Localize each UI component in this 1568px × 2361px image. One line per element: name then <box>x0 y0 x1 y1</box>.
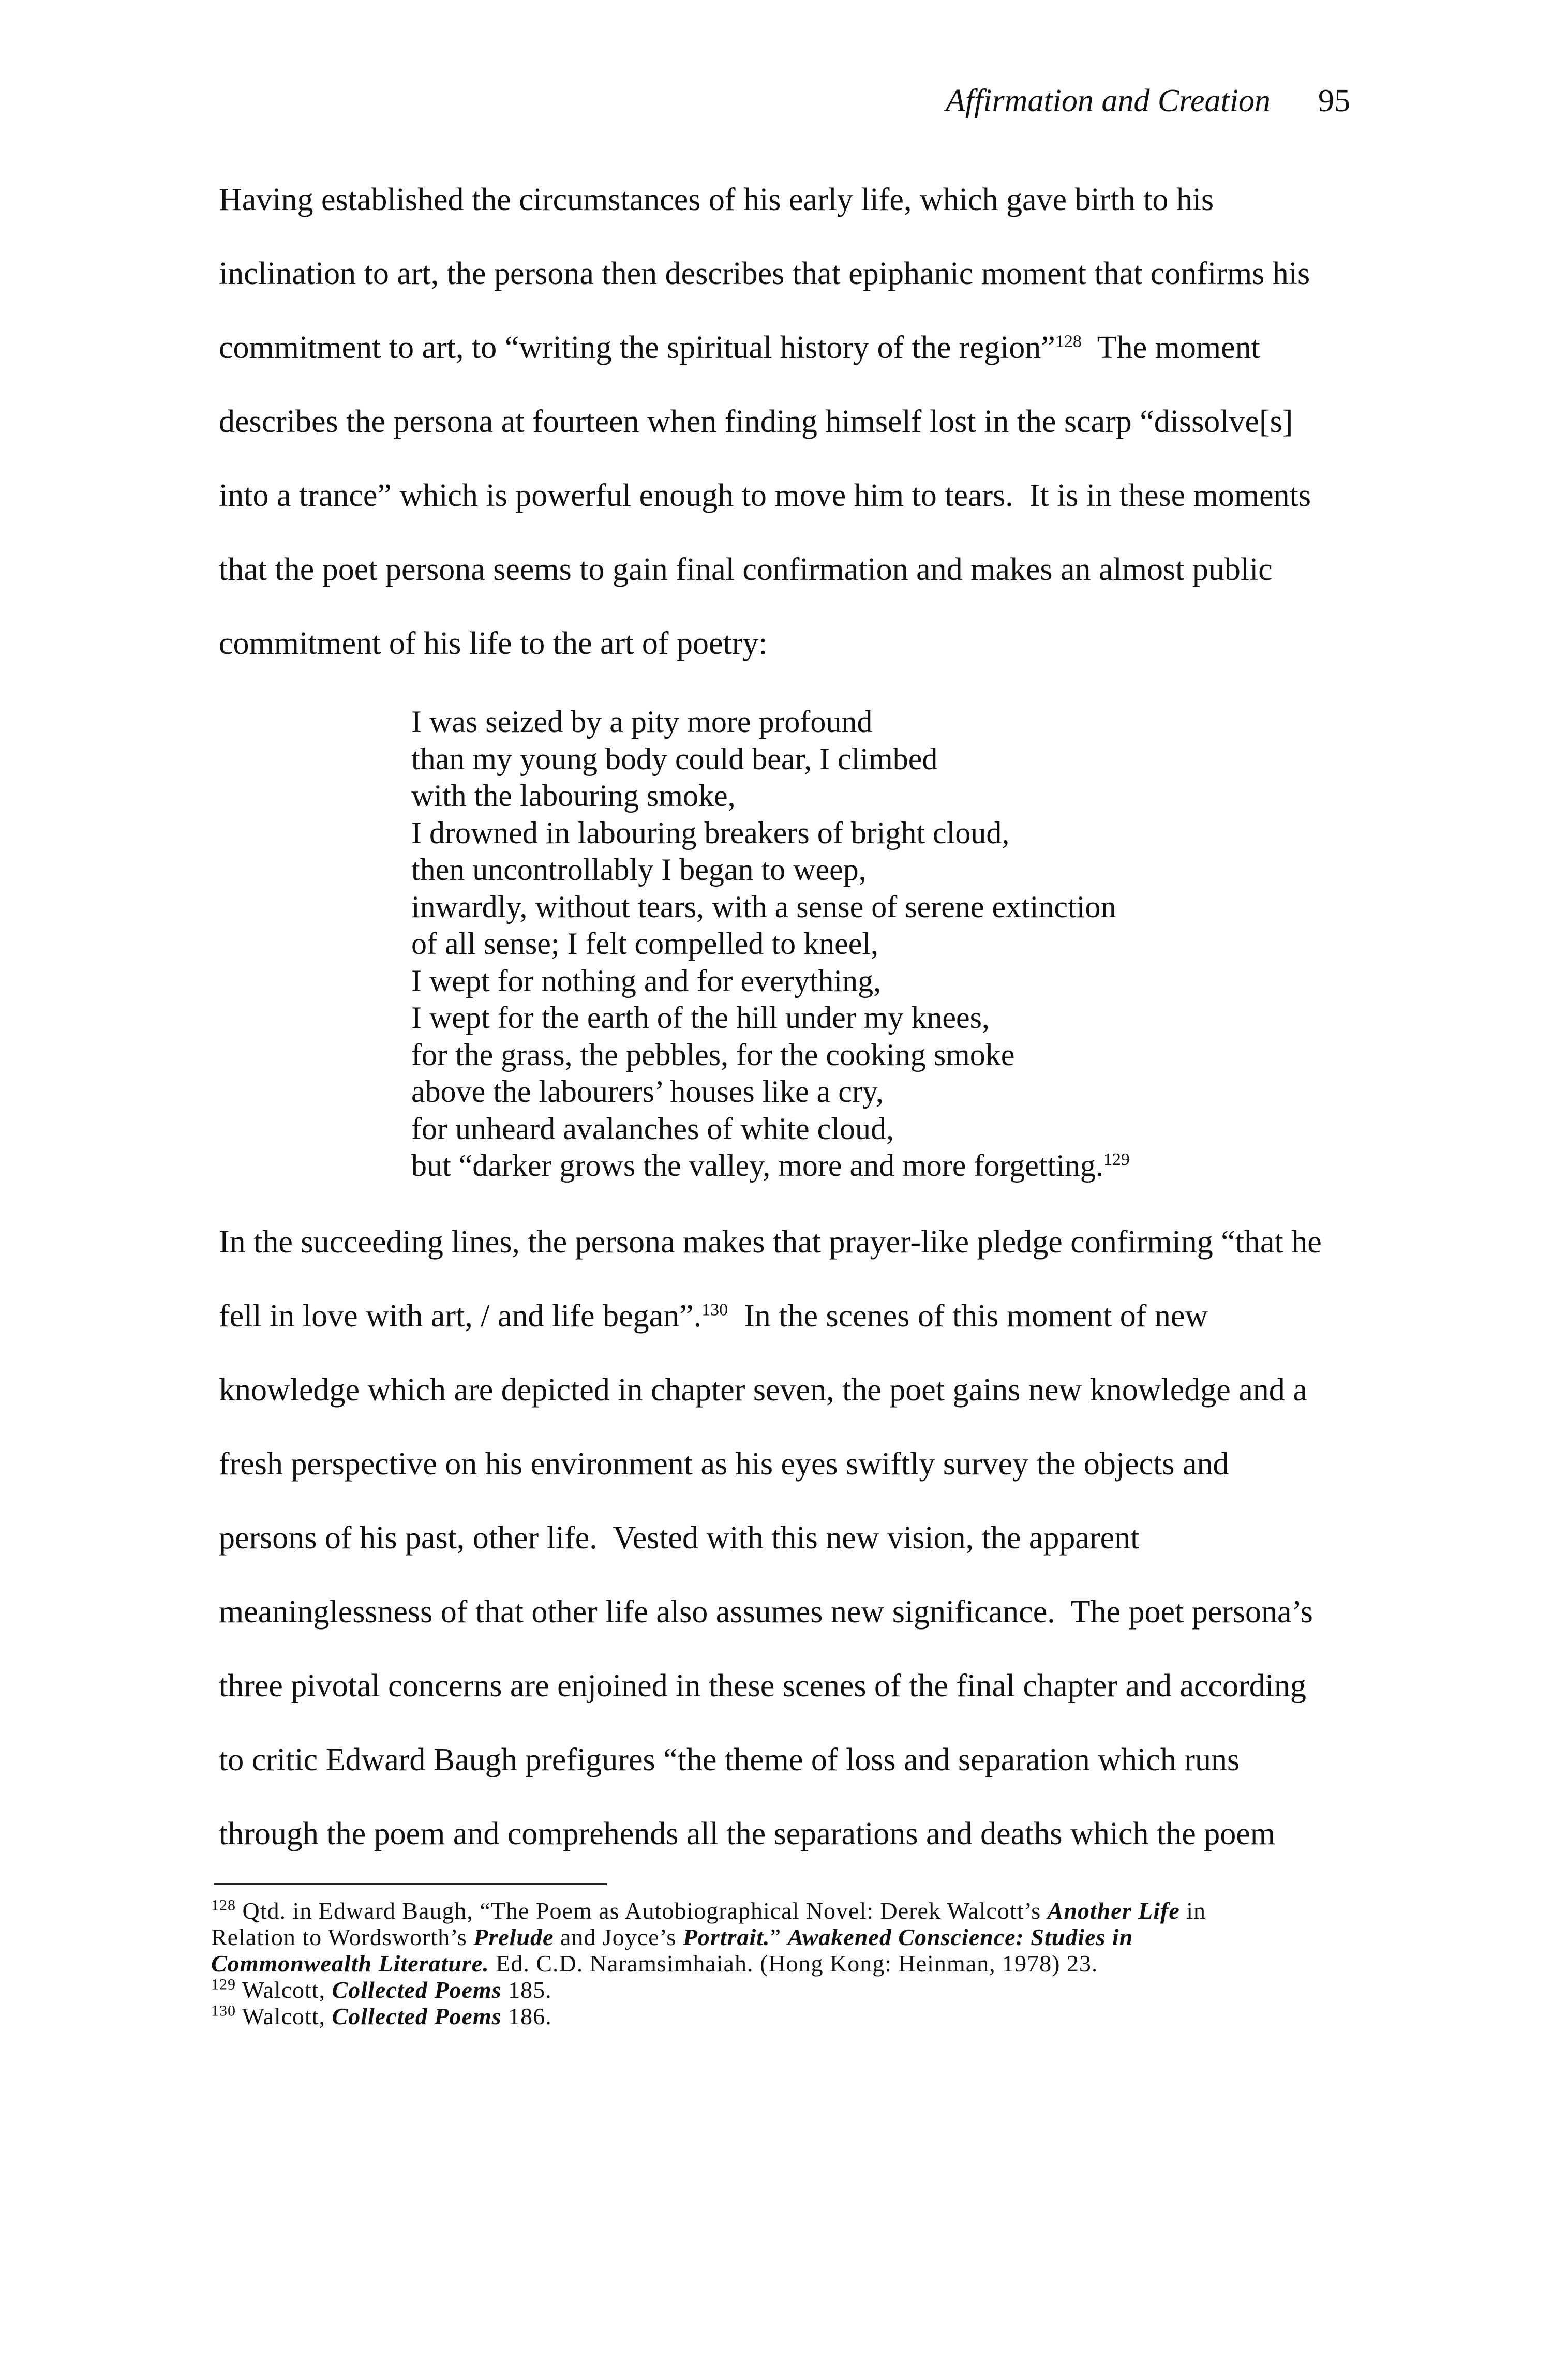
verse-line: I was seized by a pity more profound <box>411 705 873 739</box>
paragraph-text: The moment <box>1081 330 1260 365</box>
verse-line: with the labouring smoke, <box>411 779 736 813</box>
paragraph-line: that the poet persona seems to gain final confirmation and makes an almost public <box>219 552 1273 587</box>
paragraph-line: inclination to art, the persona then describes that epiphanic moment that confirms his <box>219 256 1310 291</box>
footnote-title: Portrait. <box>682 1924 770 1950</box>
footnote-line <box>211 1977 1328 2003</box>
footnote-line <box>211 1897 1328 1924</box>
verse-line: than my young body could bear, I climbed <box>411 741 938 776</box>
paragraph-line: fresh perspective on his environment as his eyes swiftly survey the objects and <box>219 1446 1229 1482</box>
footnote-line <box>211 1950 1328 1977</box>
footnote-ref-128: 128 <box>1055 332 1082 351</box>
paragraph-line: commitment of his life to the art of poetry: <box>219 626 768 661</box>
footnote-line <box>211 1924 1328 1950</box>
footnote-title: Collected Poems <box>332 2003 502 2029</box>
paragraph-line: three pivotal concerns are enjoined in these scenes of the final chapter and according <box>219 1668 1306 1703</box>
footnote-text: Qtd. in Edward Baugh, “The Poem as Autobiographical Novel: Derek Walcott’s <box>236 1897 1048 1924</box>
verse-line: inwardly, without tears, with a sense of serene extinction <box>411 889 1116 924</box>
block-quote-verse <box>411 704 1130 1185</box>
footnote-number: 130 <box>211 2002 236 2020</box>
footnote-ref-129: 129 <box>1103 1150 1130 1169</box>
footnote-number: 128 <box>211 1896 236 1914</box>
footnote-129 <box>211 1977 1328 2003</box>
paragraph-2 <box>219 1205 1336 1871</box>
verse-line: of all sense; I felt compelled to kneel, <box>411 927 879 961</box>
footnote-title: Another Life <box>1047 1897 1180 1924</box>
footnote-text: Relation to Wordsworth’s <box>211 1924 474 1950</box>
verse-text: but “darker grows the valley, more and more forgetting. <box>411 1148 1103 1183</box>
running-title: Affirmation and Creation <box>945 83 1271 118</box>
page-number: 95 <box>1318 83 1350 118</box>
footnote-title: Prelude <box>473 1924 554 1950</box>
paragraph-line: to critic Edward Baugh prefigures “the theme of loss and separation which runs <box>219 1742 1240 1777</box>
paragraph-line <box>219 1279 1336 1353</box>
footnote-title: Commonwealth Literature. <box>211 1950 489 1977</box>
paragraph-1 <box>219 163 1336 681</box>
paragraph-line: Having established the circumstances of his early life, which gave birth to his <box>219 182 1214 217</box>
paragraph-line: knowledge which are depicted in chapter seven, the poet gains new knowledge and a <box>219 1372 1307 1408</box>
paragraph-line: describes the persona at fourteen when finding himself lost in the scarp “dissolve[s] <box>219 404 1293 439</box>
running-header <box>854 83 1350 119</box>
footnote-text: Ed. C.D. Naramsimhaiah. (Hong Kong: Heinman, 1978) 23. <box>489 1950 1098 1977</box>
footnote-130 <box>211 2003 1328 2029</box>
verse-line: above the labourers’ houses like a cry, <box>411 1074 884 1109</box>
footnote-text: Walcott, <box>236 1977 332 2003</box>
footnote-title: Collected Poems <box>332 1977 502 2003</box>
footnote-title: Awakened Conscience: Studies in <box>787 1924 1133 1950</box>
footnote-text: 186. <box>501 2003 552 2029</box>
footnote-ref-130: 130 <box>701 1300 728 1320</box>
verse-line: for unheard avalanches of white cloud, <box>411 1111 894 1146</box>
verse-line: I wept for nothing and for everything, <box>411 963 882 998</box>
verse-line <box>411 1147 1130 1185</box>
verse-line: then uncontrollably I began to weep, <box>411 853 867 887</box>
footnote-text: Walcott, <box>236 2003 332 2029</box>
footnote-number: 129 <box>211 1976 236 1993</box>
footnote-line <box>211 2003 1328 2029</box>
footnote-text: in <box>1179 1897 1206 1924</box>
footnote-128 <box>211 1897 1328 1977</box>
footnote-text: and Joyce’s <box>554 1924 683 1950</box>
verse-line: for the grass, the pebbles, for the cooking smoke <box>411 1037 1015 1072</box>
paragraph-line: In the succeeding lines, the persona makes that prayer-like pledge confirming “that he <box>219 1224 1322 1260</box>
paragraph-line: persons of his past, other life. Vested with this new vision, the apparent <box>219 1520 1140 1556</box>
paragraph-text: In the scenes of this moment of new <box>728 1298 1208 1334</box>
footnote-text: ” <box>770 1924 788 1950</box>
verse-line: I drowned in labouring breakers of bright cloud, <box>411 815 1010 850</box>
paragraph-line: meaninglessness of that other life also assumes new significance. The poet persona’s <box>219 1594 1313 1630</box>
verse-line: I wept for the earth of the hill under my knees, <box>411 1000 990 1035</box>
footnotes <box>211 1897 1328 2029</box>
paragraph-line <box>219 311 1336 385</box>
paragraph-line: through the poem and comprehends all the separations and deaths which the poem <box>219 1816 1275 1851</box>
footnote-divider <box>214 1883 607 1885</box>
paragraph-line: into a trance” which is powerful enough to move him to tears. It is in these moments <box>219 478 1311 513</box>
paragraph-text: commitment to art, to “writing the spiritual history of the region” <box>219 330 1055 365</box>
footnote-text: 185. <box>501 1977 552 2003</box>
paragraph-text: fell in love with art, / and life began”. <box>219 1298 702 1334</box>
